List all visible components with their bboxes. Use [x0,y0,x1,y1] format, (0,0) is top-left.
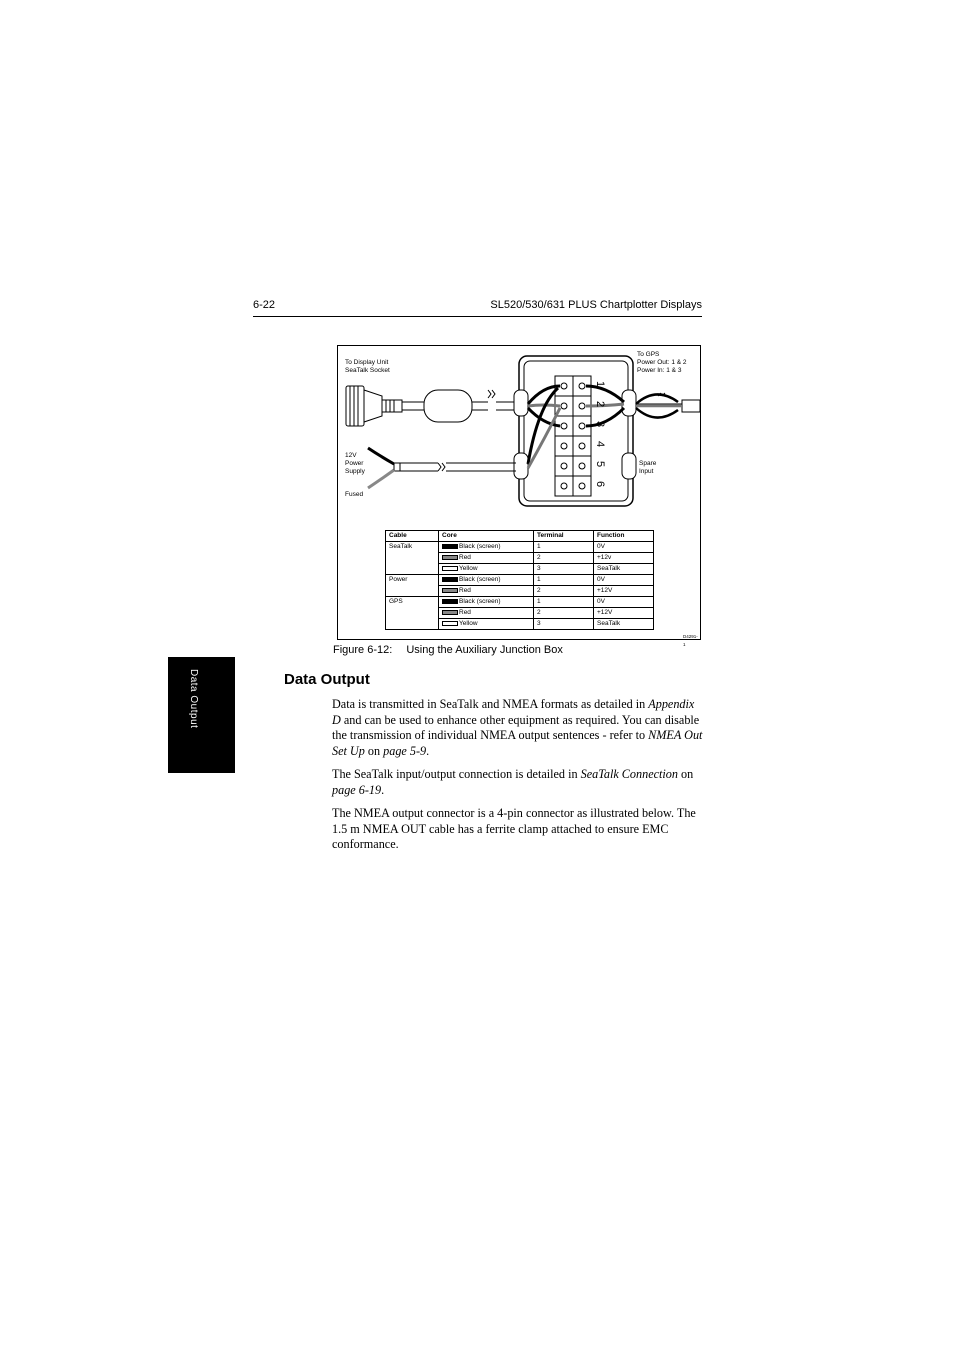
table-header-row [386,531,654,542]
caption-number: Figure 6-12: [333,644,393,656]
core-swatch [442,610,458,615]
terminal-5: 5 [594,460,607,468]
core-cell: Black (screen) [459,543,501,550]
function-cell: +12V [594,586,654,597]
core-swatch [442,544,458,549]
table-row [386,542,654,553]
terminal-cell: 2 [534,553,594,564]
core-swatch [442,599,458,604]
col-cable: Cable [386,531,439,542]
function-cell: SeaTalk [594,619,654,630]
cable-cell: Power [386,575,439,586]
junction-box-figure [337,345,701,647]
table-row [386,553,654,564]
core-swatch [442,566,458,571]
xref-page-6-19[interactable]: page 6-19 [332,782,382,797]
col-terminal: Terminal [534,531,594,542]
col-core: Core [439,531,534,542]
function-cell: SeaTalk [594,564,654,575]
terminal-3: 3 [594,420,607,428]
core-cell: Yellow [459,620,478,627]
xref-appendix-d[interactable]: Appendix D [332,697,695,727]
figure-caption [333,644,563,656]
text-run: on [677,767,694,781]
function-cell: +12V [594,608,654,619]
core-cell: Red [459,609,471,616]
page-number: 6-22 [253,299,276,311]
terminal-6: 6 [594,480,607,488]
cable-cell: GPS [386,597,439,608]
core-cell: Yellow [459,565,478,572]
function-cell: 0V [594,575,654,586]
seatalk-plug-icon [346,386,424,426]
label-spare-input: Spare Input [639,460,657,475]
side-tab-label: Data Output [188,669,199,729]
core-swatch [442,621,458,626]
table-row [386,575,654,586]
table-row [386,597,654,608]
section-heading: Data Output [284,671,370,688]
running-title: SL520/530/631 PLUS Chartplotter Displays [490,299,702,311]
terminal-cell: 3 [534,564,594,575]
terminal-cell: 2 [534,608,594,619]
function-cell: +12v [594,553,654,564]
core-cell: Red [459,554,471,561]
text-run: and can be used to enhance other equipment as required. You can disable the transmission of individual NMEA output sentences - refer to [332,712,700,743]
paragraph-3: The NMEA output connector is a 4-pin connector as illustrated below. The 1.5 m NMEA OUT cable has a ferrite clamp attached to ensure EMC conformance. [332,806,696,852]
paragraph-2 [332,767,704,798]
side-tab [168,657,235,773]
core-swatch [442,555,458,560]
paragraph-1 [332,697,704,759]
cable-cell: SeaTalk [386,542,439,553]
terminal-cell: 1 [534,597,594,608]
text-run: . [426,743,430,758]
caption-text: Using the Auxiliary Junction Box [406,644,563,656]
function-cell: 0V [594,542,654,553]
ferrite-clamp-icon [424,390,472,422]
figure-id: D4291-1 [683,634,698,647]
label-to-gps: To GPS Power Out: 1 & 2 Power In: 1 & 3 [637,351,687,374]
core-cell: Black (screen) [459,598,501,605]
terminal-cell: 2 [534,586,594,597]
wiring-table [385,530,654,630]
text-run: on [364,743,384,758]
table-row [386,564,654,575]
function-cell: 0V [594,597,654,608]
core-cell: Black (screen) [459,576,501,583]
table-row [386,586,654,597]
core-swatch [442,588,458,593]
core-swatch [442,577,458,582]
text-run: . [381,782,385,797]
label-fused: Fused [345,491,364,498]
xref-nmea-out-set-up[interactable]: NMEA Out Set Up [332,728,703,758]
table-row [386,608,654,619]
text-run: Data is transmitted in SeaTalk and NMEA formats as detailed in [332,697,649,711]
text-run: The SeaTalk input/output connection is detailed in [332,767,581,781]
xref-seatalk-connection[interactable]: SeaTalk Connection [580,767,678,781]
col-function: Function [594,531,654,542]
core-cell: Red [459,587,471,594]
running-header [253,297,702,317]
terminal-cell: 1 [534,575,594,586]
terminal-block-icon [555,376,591,496]
terminal-1: 1 [594,380,607,388]
label-display-unit: To Display Unit SeaTalk Socket [345,359,390,374]
label-power-supply: 12V Power Supply [345,452,365,475]
terminal-cell: 3 [534,619,594,630]
terminal-cell: 1 [534,542,594,553]
xref-page-5-9[interactable]: page 5-9 [383,743,427,758]
terminal-2: 2 [594,400,607,408]
table-row [386,619,654,630]
terminal-4: 4 [594,440,607,448]
